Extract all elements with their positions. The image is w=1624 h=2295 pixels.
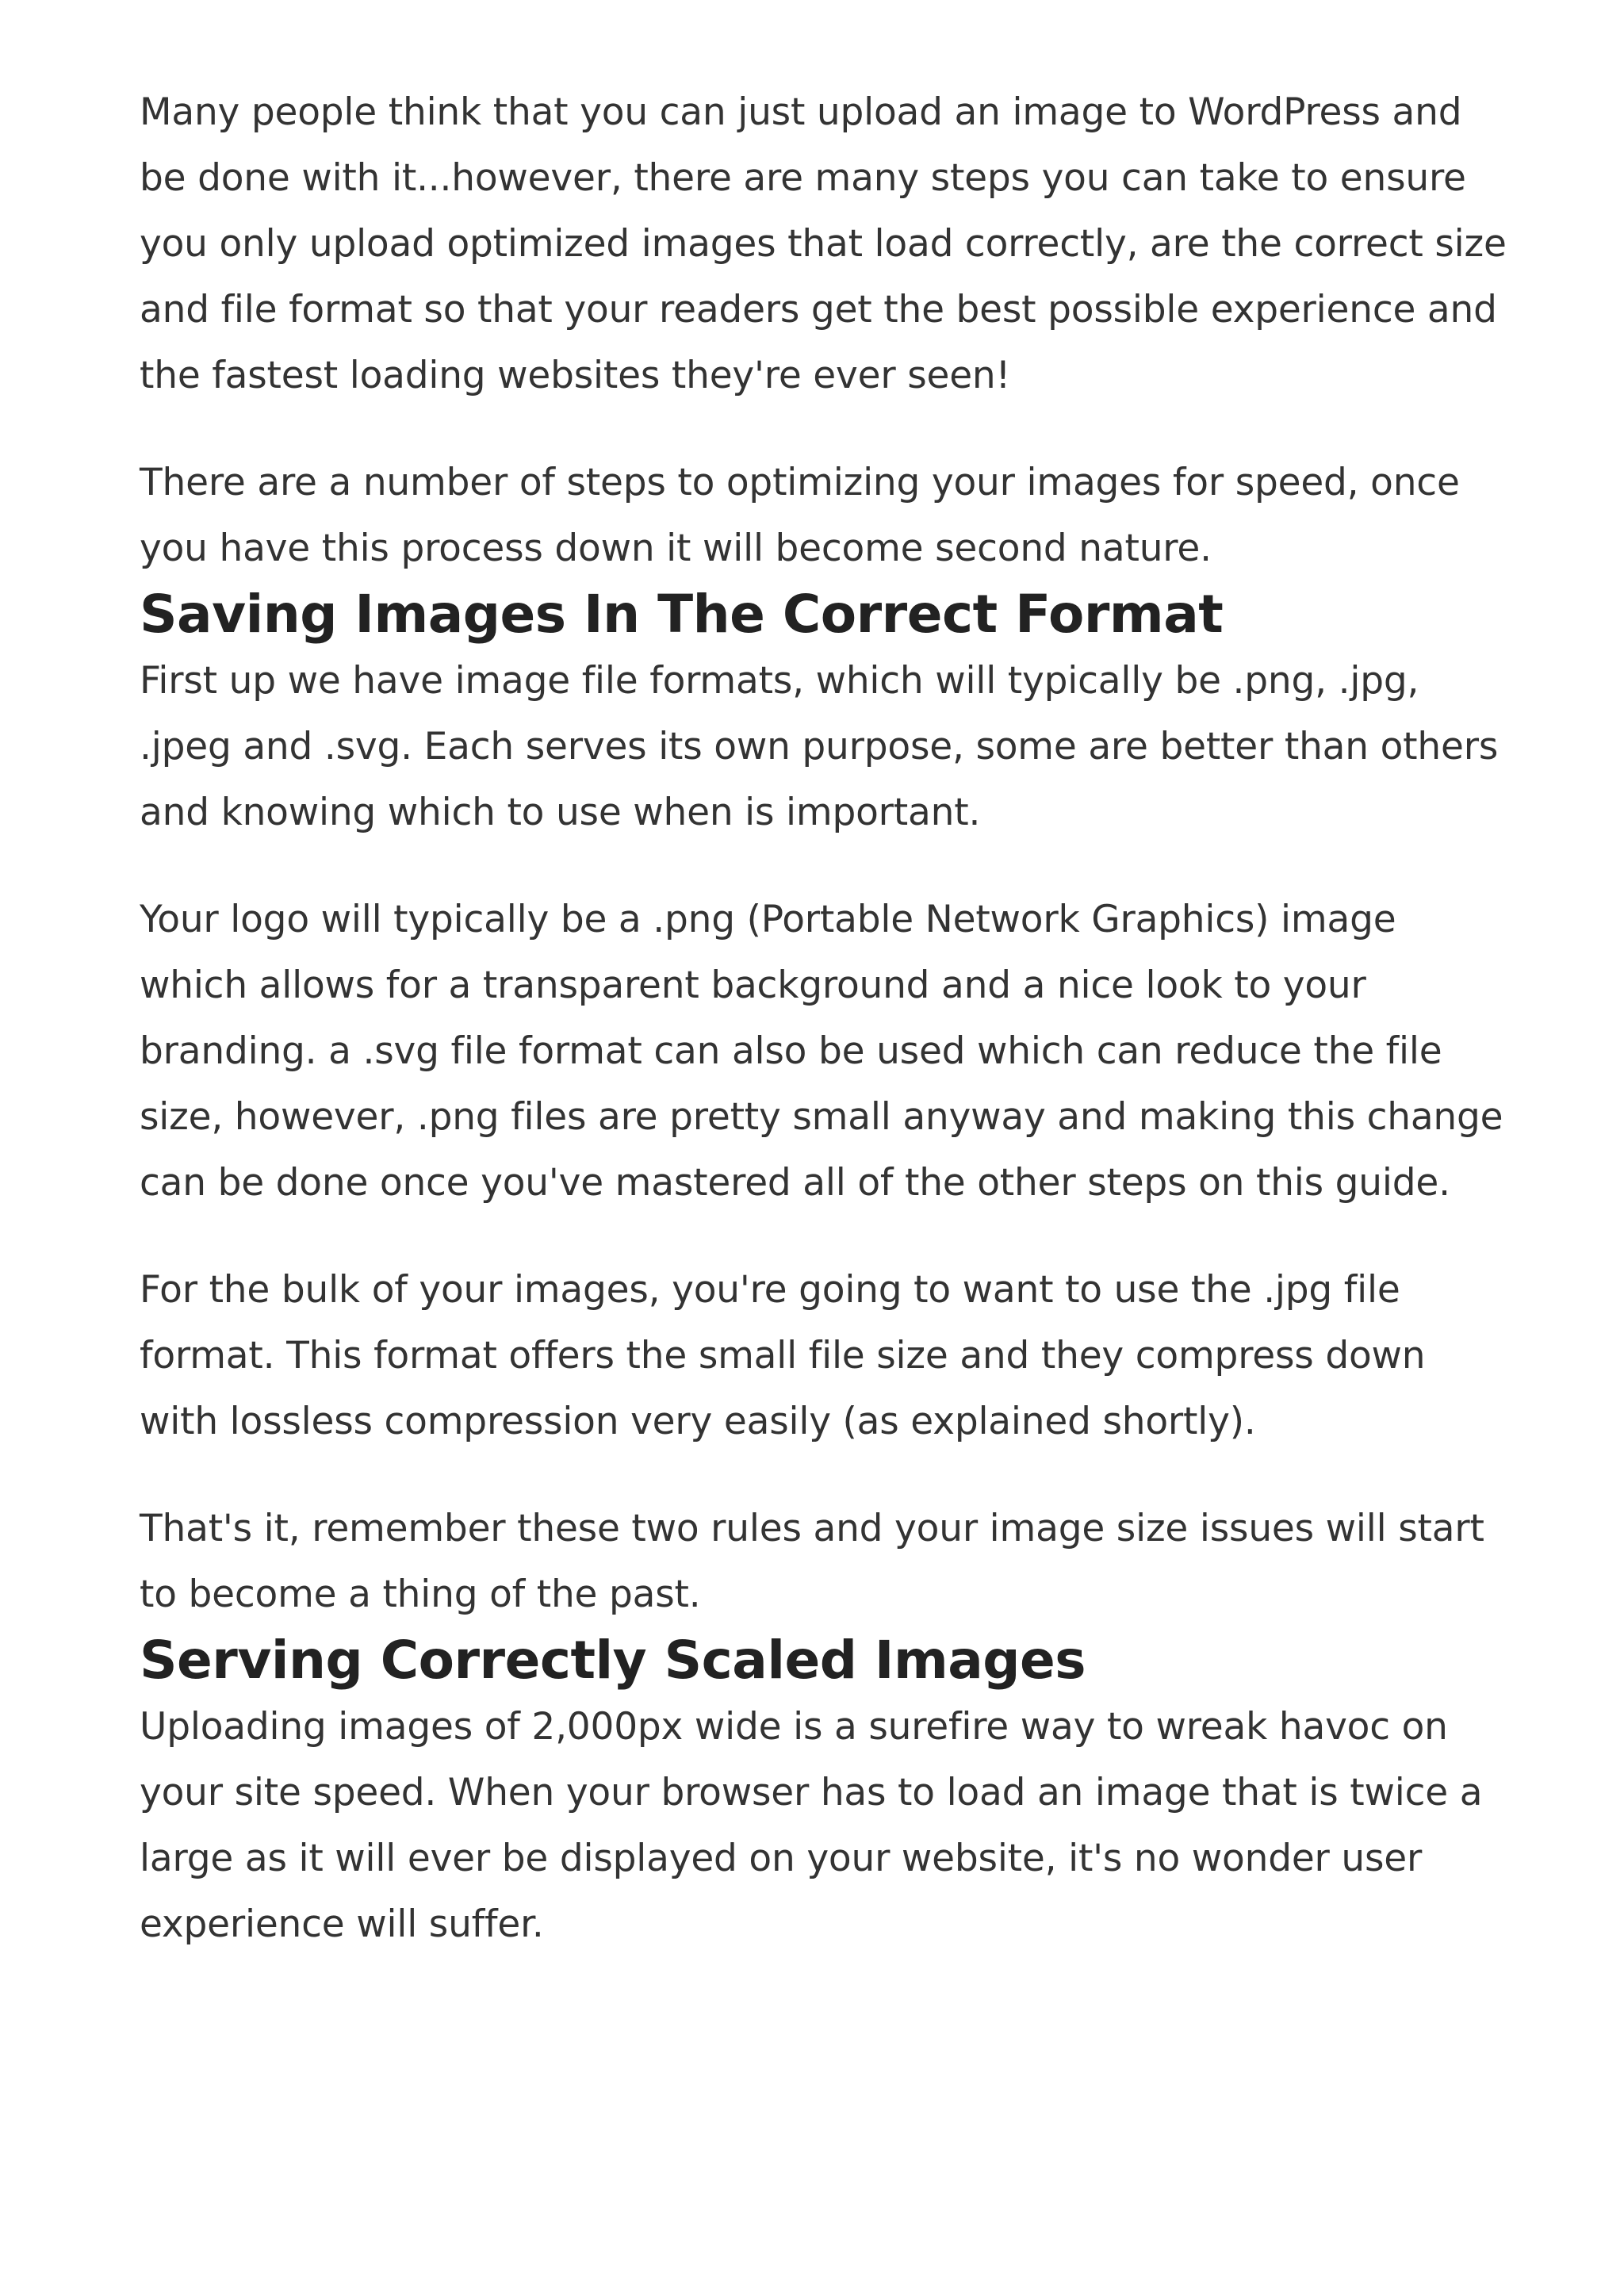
scaled-paragraph-1: Uploading images of 2,000px wide is a surefire way to wreak havoc on your site speed. When your browser has to load an image that is twice a large as it will ever be displayed on your website, it's no wonder user experience will suffer. (140, 1705, 1483, 1946)
format-paragraph-2: Your logo will typically be a .png (Portable Network Graphics) image which allows for a transparent background and a nice look to your branding. a .svg file format can also be used which can reduce the file size, however, .png files are pretty small anyway and making this change can be done once you've mastered all of the other steps on this guide. (140, 898, 1503, 1205)
intro-paragraph-1: Many people think that you can just upload an image to WordPress and be done with it...however, there are many steps you can take to ensure you only upload optimized images that load correctly, are the correct size and file format so that your readers get the best possible experience and the fastest loading websites they're ever seen! (140, 90, 1507, 397)
format-paragraph-4: That's it, remember these two rules and your image size issues will start to become a thing of the past. (140, 1507, 1484, 1616)
article-body (140, 79, 1511, 1957)
format-paragraph-3: For the bulk of your images, you're going to want to use the .jpg file format. This format offers the small file size and they compress down with lossless compression very easily (as explained shortly). (140, 1268, 1426, 1443)
format-paragraph-1: First up we have image file formats, which will typically be .png, .jpg, .jpeg and .svg. Each serves its own purpose, some are better than others and knowing which to use when is important. (140, 659, 1499, 834)
intro-paragraph-2: There are a number of steps to optimizing your images for speed, once you have this process down it will become second nature. (140, 461, 1460, 570)
section-heading-scaled-images: Serving Correctly Scaled Images (140, 1630, 1086, 1691)
section-heading-correct-format: Saving Images In The Correct Format (140, 584, 1224, 645)
